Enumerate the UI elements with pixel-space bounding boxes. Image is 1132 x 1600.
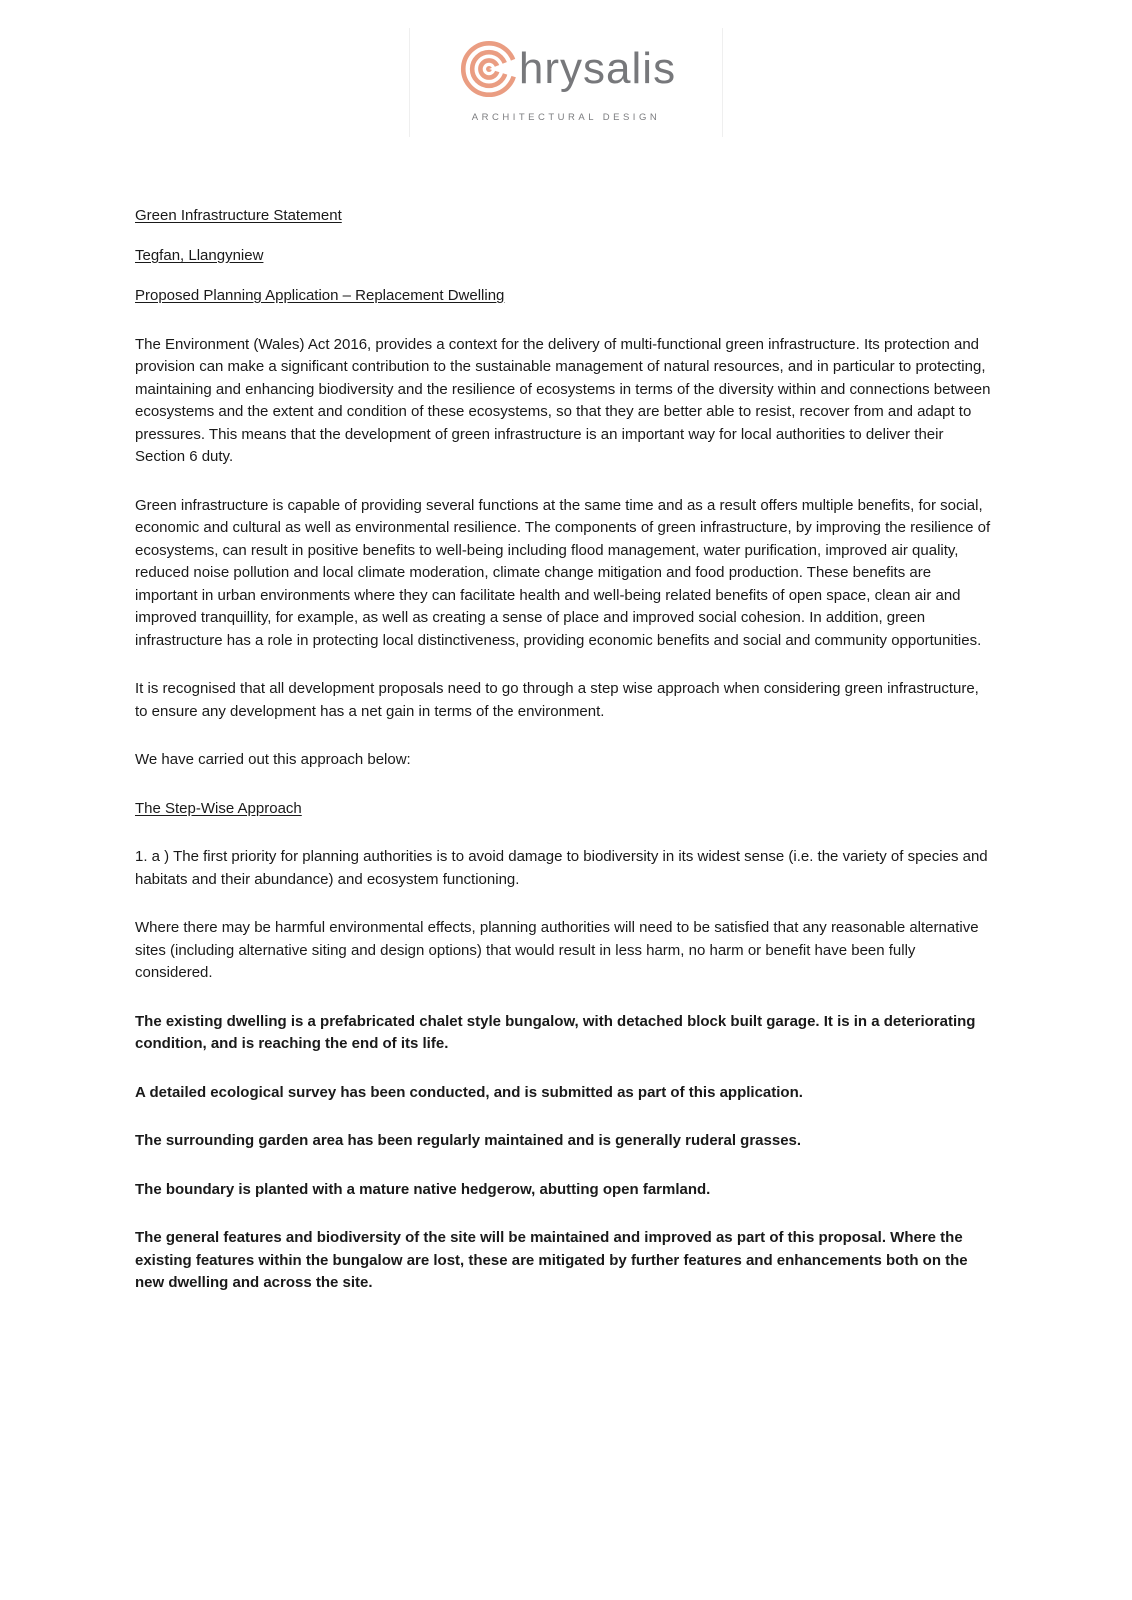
para-green-infrastructure: Green infrastructure is capable of providing several functions at the same time and as a result offers multiple benefits, for social, economic and cultural as well as environmental resilience. The components of green infrastructure, by improving the resilience of ecosystems, can result in positive benefits to well-being including flood management, water purification, improved air quality, reduced noise pollution and local climate moderation, climate change mitigation and food production. These benefits are important in urban environments where they can facilitate health and well-being related benefits of open space, clean air and improved tranquillity, for example, as well as creating a sense of place and improved social cohesion. In addition, green infrastructure has a role in protecting local distinctiveness, providing economic benefits and social and community opportunities. — [135, 496, 991, 649]
logo-row — [410, 36, 722, 102]
para-general-features: The general features and biodiversity of the site will be maintained and improved as part of this proposal. Where the existing features within the bungalow are lost, these are mitigated by further features and enhancements both on the new dwelling and across the site. — [135, 1229, 968, 1291]
chrysalis-logo — [409, 28, 723, 137]
spiral-c-icon — [456, 36, 522, 102]
para-garden-area: The surrounding garden area has been regularly maintained and is generally ruderal grasses. — [135, 1132, 802, 1149]
para-environment-act: The Environment (Wales) Act 2016, provides a context for the delivery of multi-functional green infrastructure. Its protection and provision can make a significant contribution to the sustainable management of natural resources, and in particular to protecting, maintaining and enhancing biodiversity and the resilience of ecosystems in terms of the diversity within and connections between ecosystems and the extent and condition of these ecosystems, so that they are better able to resist, recover from and adapt to pressures. This means that the development of green infrastructure is an important way for local authorities to deliver their Section 6 duty. — [135, 335, 991, 465]
document-body — [135, 205, 992, 1295]
para-existing-dwelling: The existing dwelling is a prefabricated chalet style bungalow, with detached block built garage. It is in a deteriorating condition, and is reaching the end of its life. — [135, 1012, 976, 1052]
heading-application: Proposed Planning Application – Replacement Dwelling — [135, 287, 505, 304]
heading-step-wise: The Step-Wise Approach — [135, 799, 302, 817]
para-boundary: The boundary is planted with a mature native hedgerow, abutting open farmland. — [135, 1180, 711, 1198]
para-carried-out: We have carried out this approach below: — [135, 751, 411, 768]
para-harmful-effects: Where there may be harmful environmental effects, planning authorities will need to be satisfied that any reasonable alternative sites (including alternative siting and design options) that would result in less harm, no harm or benefit have been fully considered. — [135, 919, 979, 981]
logo-subtitle: ARCHITECTURAL DESIGN — [471, 112, 661, 123]
para-first-priority: 1. a ) The first priority for planning authorities is to avoid damage to biodiversity in its widest sense (i.e. the variety of species and habitats and their abundance) and ecosystem functioning. — [135, 848, 988, 888]
para-step-wise-intro: It is recognised that all development proposals need to go through a step wise approach when considering green infrastructure, to ensure any development has a net gain in terms of the environment. — [135, 680, 979, 720]
heading-site: Tegfan, Llangyniew — [135, 247, 264, 264]
heading-statement: Green Infrastructure Statement — [135, 207, 342, 224]
brand-name: hrysalis — [518, 44, 677, 93]
para-ecological-survey: A detailed ecological survey has been conducted, and is submitted as part of this application. — [135, 1083, 803, 1101]
